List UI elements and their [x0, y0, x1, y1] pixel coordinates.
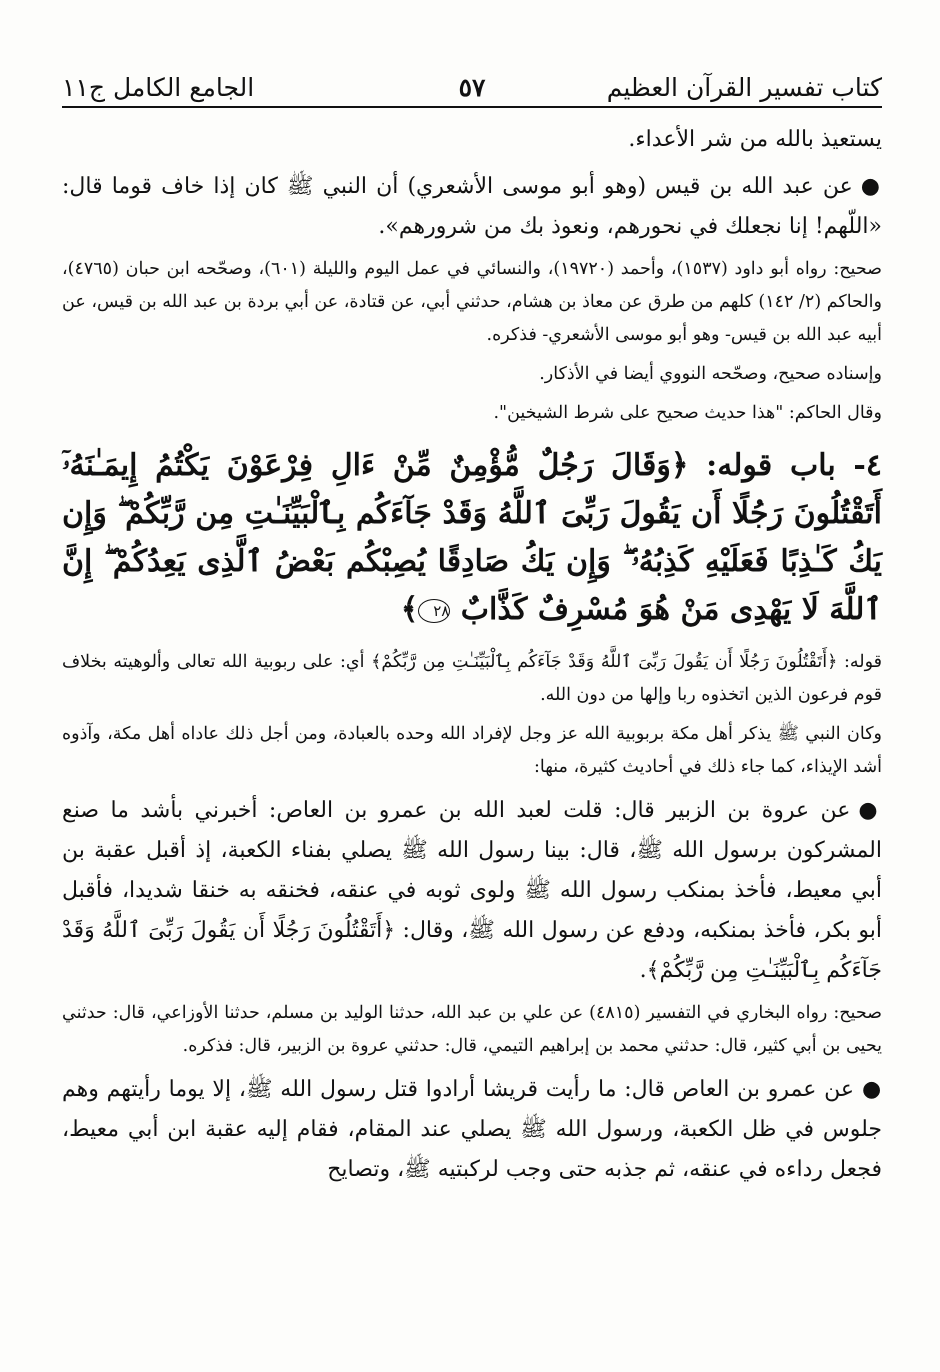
- hadith-paragraph: ●عن عروة بن الزبير قال: قلت لعبد الله بن عمرو بن العاص: أخبرني بأشد ما صنع المشركون برسول الله ﷺ، قال: بينا رسول الله ﷺ يصلي بفناء الكعبة، إذ أقبل عقبة بن أبي معيط، فأخذ بمنكب رسول الله ﷺ ولوى ثوبه في عنقه، فخنقه به خنقا شديدا، فأقبل أبو بكر، فأخذ بمنكبه، ودفع عن رسول الله ﷺ، وقال: ﴿أَتَقْتُلُونَ رَجُلًا أَن يَقُولَ رَبِّىَ ٱللَّهُ وَقَدْ جَآءَكُم بِٱلْبَيِّنَـٰتِ مِن رَّبِّكُمْ﴾.: [62, 797, 882, 983]
- running-header: [62, 62, 882, 102]
- paragraph: يستعيذ بالله من شر الأعداء.: [628, 127, 882, 152]
- header-volume-title: الجامع الكامل ج١١: [62, 73, 255, 102]
- page-content: [62, 120, 882, 1190]
- note-paragraph: وقال الحاكم: "هذا حديث صحيح على شرط الشيخين".: [493, 403, 882, 423]
- quran-verse: ﴿وَقَالَ رَجُلٌ مُّؤْمِنٌ مِّنْ ءَالِ فِرْعَوْنَ يَكْتُمُ إِيمَـٰنَهُۥٓ أَتَقْتُلُونَ رَجُلًا أَن يَقُولَ رَبِّىَ ٱللَّهُ وَقَدْ جَآءَكُم بِٱلْبَيِّنَـٰتِ مِن رَّبِّكُمْ ۖ وَإِن يَكُ كَـٰذِبًا فَعَلَيْهِ كَذِبُهُۥ ۖ وَإِن يَكُ صَادِقًا يُصِبْكُم بَعْضُ ٱلَّذِى يَعِدُكُمْ ۖ إِنَّ ٱللَّهَ لَا يَهْدِى مَنْ هُوَ مُسْرِفٌ كَذَّابٌ: [62, 448, 882, 627]
- note-paragraph: وإسناده صحيح، وصحّحه النووي أيضا في الأذكار.: [539, 364, 882, 384]
- hadith-paragraph: ●عن عمرو بن العاص قال: ما رأيت قريشا أرادوا قتل رسول الله ﷺ، إلا يوما رأيتهم وهم جلوس في ظل الكعبة، ورسول الله ﷺ يصلي عند المقام، فقام إليه عقبة ابن أبي معيط، فجعل رداءه في عنقه، ثم جذبه حتى وجب لركبتيه ﷺ، وتصايح: [62, 1076, 882, 1182]
- commentary-paragraph: وكان النبي ﷺ يذكر أهل مكة بربوبية الله عز وجل لإفراد الله وحده بالعبادة، ومن أجل ذلك عاداه أهل مكة، وآذوه أشد الإيذاء، كما جاء ذلك في أحاديث كثيرة، منها:: [62, 724, 882, 777]
- commentary-paragraph: قوله: ﴿أَتَقْتُلُونَ رَجُلًا أَن يَقُولَ رَبِّىَ ٱللَّهُ وَقَدْ جَآءَكُم بِٱلْبَيِّنَـٰتِ مِن رَّبِّكُمْ﴾ أي: على ربوبية الله تعالى وألوهيته بخلاف قوم فرعون الذين اتخذوه ربا وإلها من دون الله.: [62, 652, 882, 705]
- takhrij-note: صحيح: رواه أبو داود (١٥٣٧)، وأحمد (١٩٧٢٠)، والنسائي في عمل اليوم والليلة (٦٠١)، وصحّحه ابن حبان (٤٧٦٥)، والحاكم (٢/ ١٤٢) كلهم من طرق عن معاذ بن هشام، حدثني أبي، عن قتادة، عن أبي بردة بن عبد الله بن قيس، عن أبيه عبد الله بن قيس- وهو أبو موسى الأشعري- فذكره.: [62, 259, 882, 345]
- bullet-icon: ●: [860, 173, 882, 199]
- chapter-heading: ٤- باب قوله: ﴿وَقَالَ رَجُلٌ مُّؤْمِنٌ مِّنْ ءَالِ فِرْعَوْنَ يَكْتُمُ إِيمَـٰنَهُۥٓ أَتَقْتُلُونَ رَجُلًا أَن يَقُولَ رَبِّىَ ٱللَّهُ وَقَدْ جَآءَكُم بِٱلْبَيِّنَـٰتِ مِن رَّبِّكُمْ ۖ وَإِن يَكُ كَـٰذِبًا فَعَلَيْهِ كَذِبُهُۥ ۖ وَإِن يَكُ صَادِقًا يُصِبْكُم بَعْضُ ٱلَّذِى يَعِدُكُمْ ۖ إِنَّ ٱللَّهَ لَا يَهْدِى مَنْ هُوَ مُسْرِفٌ كَذَّابٌ ٢٨﴾: [62, 448, 882, 627]
- header-rule: [62, 106, 882, 108]
- hadith-paragraph: ●عن عبد الله بن قيس (وهو أبو موسى الأشعري) أن النبي ﷺ كان إذا خاف قوما قال: «اللّهم! إنا نجعلك في نحورهم، ونعوذ بك من شرورهم».: [62, 173, 882, 239]
- chapter-label: ٤- باب قوله:: [706, 448, 882, 483]
- takhrij-note: صحيح: رواه البخاري في التفسير (٤٨١٥) عن علي بن عبد الله، حدثنا الوليد بن مسلم، حدثنا الأوزاعي، قال: حدثني يحيى بن أبي كثير، قال: حدثني محمد بن إبراهيم التيمي، قال: حدثني عروة بن الزبير، قال: فذكره.: [62, 1003, 882, 1056]
- header-book-title: كتاب تفسير القرآن العظيم: [606, 73, 882, 102]
- verse-number-marker: ٢٨: [418, 599, 450, 623]
- page-number: ٥٧: [458, 73, 486, 102]
- bullet-icon: ●: [862, 1076, 882, 1102]
- bullet-icon: ●: [858, 797, 882, 823]
